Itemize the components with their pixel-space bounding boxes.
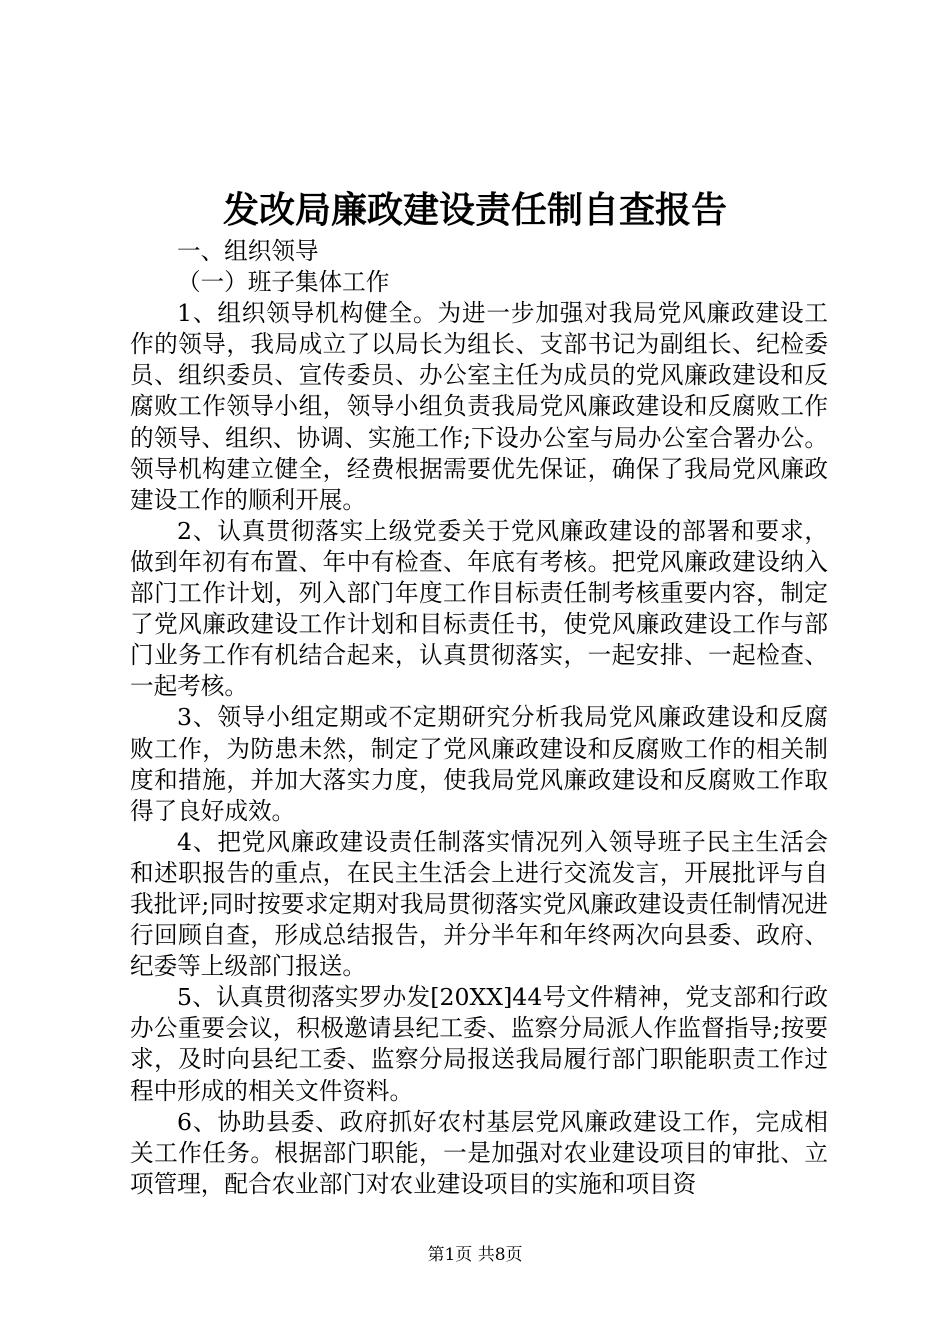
paragraph-1: 1、组织领导机构健全。为进一步加强对我局党风廉政建设工作的领导，我局成立了以局长为组长、支部书记为副组长、纪检委员、组织委员、宣传委员、办公室主任为成员的党风廉政建设和反腐败工作领导小组，领导小组负责我局党风廉政建设和反腐败工作的领导、组织、协调、实施工作;下设办公室与局办公室合署办公。领导机构建立健全，经费根据需要优先保证，确保了我局党风廉政建设工作的顺利开展。 [130, 299, 828, 514]
paragraph-2: 2、认真贯彻落实上级党委关于党风廉政建设的部署和要求，做到年初有布置、年中有检查、年底有考核。把党风廉政建设纳入部门工作计划，列入部门年度工作目标责任制考核重要内容，制定了党风廉政建设工作计划和目标责任书，使党风廉政建设工作与部门业务工作有机结合起来，认真贯彻落实，一起安排、一起检查、一起考核。 [130, 516, 828, 701]
subsection-heading: （一）班子集体工作 [177, 268, 390, 297]
document-body [130, 236, 828, 1200]
document-title: 发改局廉政建设责任制自查报告 [222, 189, 727, 231]
paragraph-5: 5、认真贯彻落实罗办发[20XX]44号文件精神，党支部和行政办公重要会议，积极邀请县纪工委、监察分局派人作监督指导;按要求，及时向县纪工委、监察分局报送我局履行部门职能职责工作过程中形成的相关文件资料。 [130, 983, 828, 1105]
paragraph-4: 4、把党风廉政建设责任制落实情况列入领导班子民主生活会和述职报告的重点，在民主生活会上进行交流发言，开展批评与自我批评;同时按要求定期对我局贯彻落实党风廉政建设责任制情况进行回顾自查，形成总结报告，并分半年和年终两次向县委、政府、纪委等上级部门报送。 [130, 827, 828, 981]
paragraph-3: 3、领导小组定期或不定期研究分析我局党风廉政建设和反腐败工作，为防患未然，制定了党风廉政建设和反腐败工作的相关制度和措施，并加大落实力度，使我局党风廉政建设和反腐败工作取得了良好成效。 [130, 703, 828, 825]
section-heading: 一、组织领导 [177, 237, 319, 265]
page-footer: 第1页 共8页 [427, 1245, 523, 1265]
paragraph-6: 6、协助县委、政府抓好农村基层党风廉政建设工作，完成相关工作任务。根据部门职能，一是加强对农业建设项目的审批、立项管理，配合农业部门对农业建设项目的实施和项目资 [130, 1107, 828, 1198]
